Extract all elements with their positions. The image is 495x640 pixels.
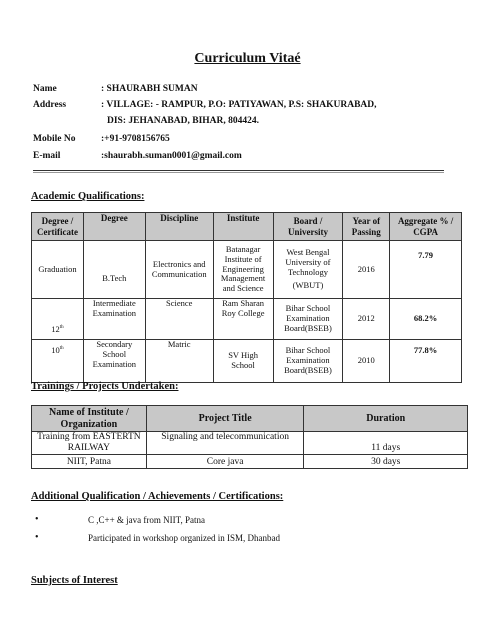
address-line2: DIS: JEHANABAD, BIHAR, 804424. (107, 116, 260, 126)
cell-aggregate: 68.2% (390, 299, 462, 340)
cell-institute: Ram Sharan Roy College (213, 299, 273, 340)
list-item: Participated in workshop organized in ISM, Dhanbad (88, 533, 281, 543)
header-discipline: Discipline (145, 213, 213, 241)
document-title: Curriculum Vitaé (194, 51, 301, 66)
cell-training-institute: Training from EASTERTN RAILWAY (32, 432, 147, 455)
table-row (32, 241, 462, 299)
cert-sup: th (59, 325, 64, 331)
cell-project-title: Core java (146, 454, 304, 468)
mobile-label: Mobile No (33, 134, 76, 144)
interests-heading: Subjects of Interest (31, 575, 118, 586)
header-institute-org: Name of Institute / Organization (32, 406, 147, 432)
additional-heading: Additional Qualification / Achievements / Certifications: (31, 491, 284, 502)
cell-cert: Graduation (32, 241, 84, 299)
cert-sup: th (59, 346, 64, 352)
email-label: E-mail (33, 151, 61, 161)
table-row (32, 340, 462, 383)
email-value[interactable]: :shaurabh.suman0001@gmail.com (101, 151, 242, 161)
cell-institute: Batanagar Institute of Engineering Management and Science (213, 241, 273, 299)
header-institute: Institute (213, 213, 273, 241)
header-degree-certificate: Degree / Certificate (32, 213, 84, 241)
header-degree: Degree (83, 213, 145, 241)
header-board: Board / University (273, 213, 343, 241)
bullet-icon: • (35, 532, 39, 543)
name-value: : SHAURABH SUMAN (101, 84, 198, 94)
table-row (32, 299, 462, 340)
academic-heading: Academic Qualifications: (31, 191, 145, 202)
table-row (32, 432, 468, 455)
header-duration: Duration (304, 406, 468, 432)
cell-duration: 11 days (304, 432, 468, 455)
list-item: C ,C++ & java from NIIT, Patna (88, 515, 205, 525)
academic-table (31, 212, 462, 383)
cell-aggregate: 77.8% (390, 340, 462, 383)
cell-duration: 30 days (304, 454, 468, 468)
cell-discipline: Matric (145, 340, 213, 383)
cell-board (273, 241, 343, 299)
academic-header-row (32, 213, 462, 241)
cell-training-institute: NIIT, Patna (32, 454, 147, 468)
cell-board: Bihar School Examination Board(BSEB) (273, 340, 343, 383)
divider (33, 170, 444, 171)
cell-year: 2016 (343, 241, 390, 299)
divider-thin (33, 172, 444, 173)
trainings-header-row (32, 406, 468, 432)
cell-year: 2010 (343, 340, 390, 383)
address-line1: : VILLAGE: - RAMPUR, P.O: PATIYAWAN, P.S: SHAKURABAD, (101, 100, 377, 110)
cell-discipline: Electronics and Communication (145, 241, 213, 299)
mobile-value: :+91-9708156765 (101, 134, 170, 144)
cell-project-title: Signaling and telecommunication (146, 432, 304, 455)
header-project-title: Project Title (146, 406, 304, 432)
cell-aggregate: 7.79 (390, 241, 462, 299)
trainings-table (31, 405, 468, 469)
cell-institute: SV High School (213, 340, 273, 383)
address-label: Address (33, 100, 67, 110)
cell-discipline: Science (145, 299, 213, 340)
cell-cert (32, 340, 84, 383)
cell-degree: Secondary School Examination (83, 340, 145, 383)
cell-degree: B.Tech (83, 241, 145, 299)
trainings-heading: Trainings / Projects Undertaken: (31, 381, 179, 392)
board-name: West Bengal University of Technology (285, 247, 331, 277)
header-aggregate: Aggregate % / CGPA (390, 213, 462, 241)
cell-degree: Intermediate Examination (83, 299, 145, 340)
header-year: Year of Passing (343, 213, 390, 241)
table-row (32, 454, 468, 468)
board-abbr: (WBUT) (292, 279, 324, 290)
cert-number: 12 (51, 324, 60, 335)
cell-year: 2012 (343, 299, 390, 340)
cell-board: Bihar School Examination Board(BSEB) (273, 299, 343, 340)
name-label: Name (33, 84, 57, 94)
cert-number: 10 (51, 345, 60, 355)
bullet-icon: • (35, 514, 39, 525)
cell-cert (32, 299, 84, 340)
